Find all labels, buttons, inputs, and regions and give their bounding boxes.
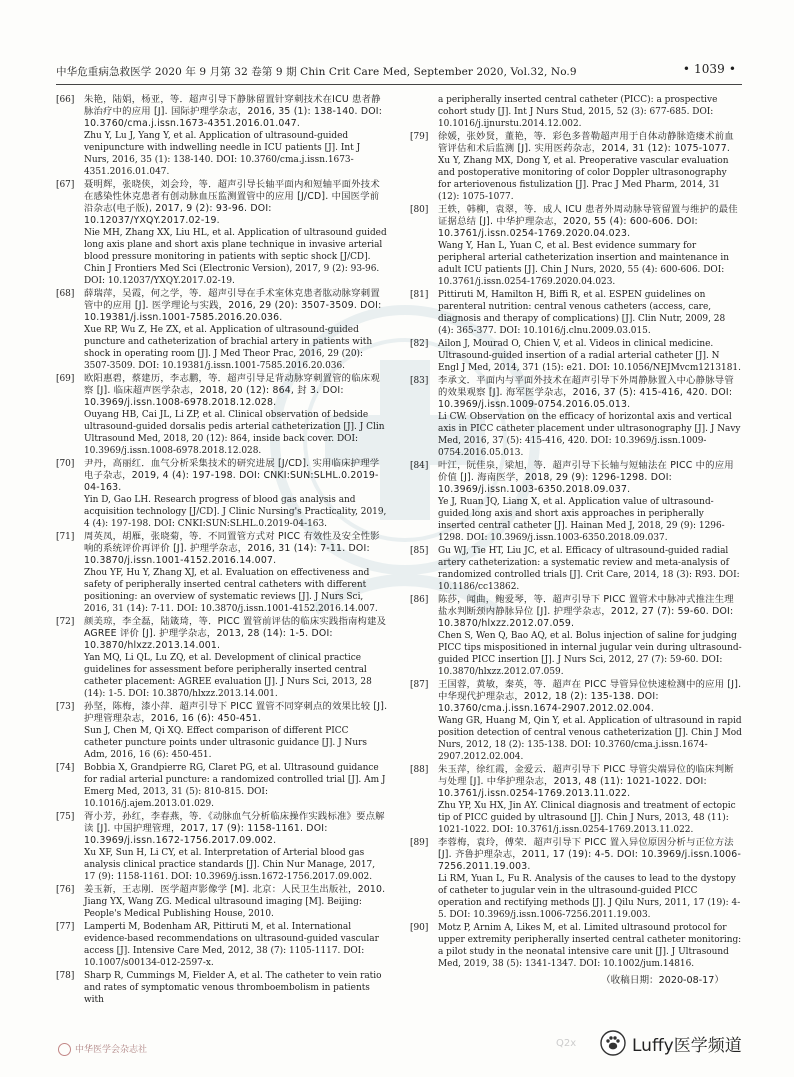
reference-number: [80] (410, 205, 429, 215)
reference-item (56, 921, 388, 969)
reference-english-text: Bobbia X, Grandpierre RG, Claret PG, et al. Ultrasound guidance for radial arterial puncture: a randomized controlled trial [J]. Am J Emerg Med, 2013, 31 (5): 810-815. DOI: 10.1016/j.ajem.2013.01.029. (84, 763, 386, 809)
journal-citation: 中华危重病急救医学 2020 年 9 月第 32 卷第 9 期 Chin Crit Care Med, September 2020, Vol.32, No.9 (56, 66, 577, 78)
reference-english-text: a peripherally inserted central catheter (PICC): a prospective cohort study [J]. Int J Nurs Stud, 2015, 52 (3): 677-685. DOI: 10.1016/j.ijnurstu.2014.12.002. (438, 95, 718, 129)
reference-number: [68] (56, 289, 75, 299)
reference-item (56, 762, 388, 810)
reference-item (410, 837, 742, 921)
publisher-footer (58, 1042, 147, 1056)
reference-item (56, 373, 388, 457)
reference-item (410, 338, 742, 374)
running-header (56, 62, 736, 80)
reference-english-text: Motz P, Arnim A, Likes M, et al. Limited ultrasound protocol for upper extremity peripherally inserted central catheter monitoring: a pilot study in the neonatal intensive care unit [J]. J Ultrasound Med, 2019, 38 (5): 1341-1347. DOI: 10.1002/jum.14816. (438, 923, 742, 969)
reference-item (56, 811, 388, 883)
reference-item (56, 179, 388, 287)
reference-item (410, 594, 742, 678)
reference-english-text: Ouyang HB, Cai JL, Li ZP, et al. Clinical observation of bedside ultrasound-guided dorsalis pedis arterial catheterization [J]. J Clin Ultrasound Med, 2018, 20 (12): 864, inside back cover. DOI: 10.3969/j.issn.1008-6978.2018.12.028. (84, 410, 385, 456)
reference-chinese-text: 徐媛，张妙贤，董艳，等．彩色多普勒超声用于自体动静脉造瘘术前血管评估和术后监测 [J]. 实用医药杂志，2014, 31 (12): 1075-1077. (438, 131, 734, 154)
reference-chinese-text: 胥小芳，孙红，李春燕，等．《动脉血气分析临床操作实践标准》要点解读 [J]. 中国护理管理，2017, 17 (9): 1158-1161. DOI: 10.3969/j.issn.1672-1756.2017.09.002. (84, 811, 385, 846)
reference-item (56, 288, 388, 372)
reference-number: [90] (410, 923, 429, 933)
reference-chinese-text: 颜美琼，李全磊，陆箴琦，等．PICC 置管前评估的临床实践指南构建及 AGREE 评价 [J]. 护理学杂志，2013, 28 (14): 1-5. DOI: 10.3870/hlxzz.2013.14.001. (84, 616, 387, 651)
reference-item (410, 131, 742, 203)
reference-item (56, 970, 388, 1006)
reference-english-text: Ailon J, Mourad O, Chien V, et al. Videos in clinical medicine. Ultrasound-guided insertion of a radial arterial catheter [J]. N Engl J Med, 2014, 371 (15): e21. DOI: 10.1056/NEJMvcm1213181. (438, 339, 741, 373)
reference-english-text: Zhou YF, Hu Y, Zhang XJ, et al. Evaluation on effectiveness and safety of peripherally inserted central catheters with different positioning: an overview of systematic reviews [J]. J Nurs Sci, 2016, 31 (14): 7-11. DOI: 10.3870/j.issn.1001-4152.2016.14.007. (84, 568, 378, 614)
reference-english-text: Lamperti M, Bodenham AR, Pittiruti M, et al. International evidence-based recommendations on ultrasound-guided vascular access [J]. Intensive Care Med, 2012, 38 (7): 1105-1117. DOI: 10.1007/s00134-012-2597-x. (84, 922, 379, 968)
publisher-seal-icon (58, 1043, 71, 1056)
reference-number: [69] (56, 374, 75, 384)
brand-name: Luffy医学频道 (632, 1035, 742, 1056)
reference-number: [78] (56, 971, 75, 981)
reference-number: [72] (56, 617, 75, 627)
watermark-text: Q2x (556, 1038, 577, 1049)
reference-english-text: Zhu Y, Lu J, Yang Y, et al. Application of ultrasound-guided venipuncture with indwelling needle in ICU patients [J]. Int J Nurs, 2016, 35 (1): 138-140. DOI: 10.3760/cma.j.issn.1673-4351.2016.01.047. (84, 131, 361, 177)
reference-number: [84] (410, 461, 429, 471)
reference-english-text: Pittiruti M, Hamilton H, Biffi R, et al. ESPEN guidelines on parenteral nutrition: central venous catheters (access, care, diagnosis and therapy of complications) [J]. Clin Nutr, 2009, 28 (4): 365-377. DOI: 10.1016/j.clnu.2009.03.015. (438, 290, 726, 336)
reference-item (56, 884, 388, 920)
reference-english-text: Li RM, Yuan L, Fu R. Analysis of the causes to lead to the dystopy of catheter to jugular vein in the ultrasound-guided PICC operation and rectifying methods [J]. J Qilu Nurs, 2011, 17 (19): 4-5. DOI: 10.3969/j.issn.1006-7256.2011.19.003. (438, 874, 741, 920)
reference-number: [83] (410, 376, 429, 386)
reference-chinese-text: 聂明辉，张晓侠，刘会玲，等．超声引导长轴平面内和短轴平面外技术在感染性休克患者有创动脉血压监测置管中的应用 [J/CD]. 中国医学前沿杂志(电子版), 2017, 9 (2): 93-96. DOI: 10.12037/YXQY.2017.02-19. (84, 179, 380, 226)
channel-brand[interactable] (600, 1028, 742, 1058)
received-date: （收稿日期：2020-08-17） (601, 975, 724, 986)
paw-icon (600, 1030, 626, 1056)
reference-number: [79] (410, 132, 429, 142)
reference-chinese-text: 王轶，韩柳，袁翠，等．成人 ICU 患者外周动脉导管留置与维护的最佳证据总结 [J]. 中华护理杂志，2020, 55 (4): 600-606. DOI: 10.3761/j.issn.0254-1769.2020.04.023. (438, 204, 738, 239)
reference-number: [73] (56, 702, 75, 712)
reference-english-text: Jiang YX, Wang ZG. Medical ultrasound imaging [M]. Beijing: People's Medical Publishing House, 2010. (84, 897, 362, 919)
reference-english-text: Nie MH, Zhang XX, Liu HL, et al. Application of ultrasound guided long axis plane and short axis plane technique in invasive arterial blood pressure monitoring in patients with septic shock [J/CD]. Chin J Frontiers Med Sci (Electronic Version), 2017, 9 (2): 93-96. DOI: 10.12037/YXQY.2017.02-19. (84, 228, 387, 286)
reference-chinese-text: 尹丹，高丽红．血气分析采集技术的研究进展 [J/CD]. 实用临床护理学电子杂志，2019, 4 (4): 197-198. DOI: CNKI:SUN:SLHL.0.2019-04-163. (84, 458, 380, 493)
reference-english-text: Chen S, Wen Q, Bao AQ, et al. Bolus injection of saline for judging PICC tips mispositioned in internal jugular vein during ultrasound-guided PICC insertion [J]. J Nurs Sci, 2012, 27 (7): 59-60. DOI: 10.3870/hlxzz.2012.07.059. (438, 631, 742, 677)
reference-chinese-text: 姜玉新，王志刚．医学超声影像学 [M]. 北京：人民卫生出版社，2010. (84, 884, 386, 895)
reference-english-text: Xu XF, Sun H, Li CY, et al. Interpretation of Arterial blood gas analysis clinical practice standards [J]. Chin Nur Manage, 2017, 17 (9): 1158-1161. DOI: 10.3969/j.issn.1672-1756.2017.09.002. (84, 848, 376, 882)
reference-item (56, 701, 388, 761)
references-right-column (410, 94, 742, 986)
reference-chinese-text: 朱艳，陆娟，杨亚，等．超声引导下静脉留置针穿刺技术在ICU 患者静脉治疗中的应用 [J]. 国际护理学杂志，2016, 35 (1): 138-140. DOI: 10.3760/cma.j.issn.1673-4351.2016.01.047. (84, 94, 383, 129)
reference-english-text: Wang GR, Huang M, Qin Y, et al. Application of ultrasound in rapid position detection of central venous catheterization [J]. Chin J Mod Nurs, 2012, 18 (2): 135-138. DOI: 10.3760/cma.j.issn.1674-2907.2012.02.004. (438, 716, 742, 762)
reference-number: [81] (410, 290, 429, 300)
reference-number: [77] (56, 922, 75, 932)
reference-number: [76] (56, 885, 75, 895)
reference-english-text: Yin D, Gao LH. Research progress of blood gas analysis and acquisition technology [J/CD]. J Clinic Nursing's Practicality, 2019, 4 (4): 197-198. DOI: CNKI:SUN:SLHL.0.2019-04-163. (84, 495, 387, 529)
reference-chinese-text: 叶江，阮佳泉，梁旭，等．超声引导下长轴与短轴法在 PICC 中的应用价值 [J]. 海南医学，2018, 29 (9): 1296-1298. DOI: 10.3969/j.issn.1003-6350.2018.09.037. (438, 460, 734, 495)
reference-item (410, 679, 742, 763)
reference-number: [66] (56, 95, 75, 105)
reference-english-text: Xue RP, Wu Z, He ZX, et al. Application of ultrasound-guided puncture and catheterization of brachial artery in patients with shock in operating room [J]. J Med Theor Prac, 2016, 29 (20): 3507-3509. DOI: 10.19381/j.issn.1001-7585.2016.20.036. (84, 325, 373, 371)
publisher-name: 中华医学会杂志社 (75, 1045, 148, 1055)
reference-chinese-text: 薛瑞萍，吴霞，何之学，等．超声引导在手术室休克患者肱动脉穿刺置管中的应用 [J]. 医学理论与实践，2016, 29 (20): 3507-3509. DOI: 10.19381/j.issn.1001-7585.2016.20.036. (84, 288, 382, 323)
reference-chinese-text: 陈莎，闻曲，鲍爱琴，等．超声引导下 PICC 置管术中脉冲式推注生理盐水判断颈内静脉异位 [J]. 护理学杂志，2012, 27 (7): 59-60. DOI: 10.3870/hlxzz.2012.07.059. (438, 594, 734, 629)
reference-item (410, 94, 742, 130)
reference-item (410, 289, 742, 337)
reference-item (410, 545, 742, 593)
reference-number: [87] (410, 680, 429, 690)
reference-item (410, 460, 742, 544)
reference-chinese-text: 欧阳惠碧，蔡建历，李志鹏，等．超声引导足背动脉穿刺置管的临床观察 [J]. 临床超声医学杂志，2018, 20 (12): 864, 封 3. DOI: 10.3969/j.issn.1008-6978.2018.12.028. (84, 373, 380, 408)
header-rule (56, 84, 742, 85)
reference-english-text: Yan MQ, Li QL, Lu ZQ, et al. Development of clinical practice guidelines for assessment before peripherally inserted central catheter placement: AGREE evaluation [J]. J Nurs Sci, 2013, 28 (14): 1-5. DOI: 10.3870/hlxzz.2013.14.001. (84, 653, 372, 699)
reference-english-text: Li CW. Observation on the efficacy of horizontal axis and vertical axis in PICC catheter placement under ultrasonography [J]. J Navy Med, 2016, 37 (5): 415-416, 420. DOI: 10.3969/j.issn.1009-0754.2016.05.013. (438, 412, 741, 458)
reference-chinese-text: 王国蓉，黄敏，秦英，等．超声在 PICC 导管异位快速检测中的应用 [J]. 中华现代护理杂志，2012, 18 (2): 135-138. DOI: 10.3760/cma.j.issn.1674-2907.2012.02.004. (438, 679, 742, 714)
reference-number: [67] (56, 180, 75, 190)
reference-chinese-text: 孙坚，陈梅，漆小萍．超声引导下 PICC 置管不同穿刺点的效果比较 [J]. 护理管理杂志，2016, 16 (6): 450-451. (84, 701, 388, 724)
reference-chinese-text: 周英凤，胡雁，张晓菊，等．不同置管方式对 PICC 有效性及安全性影响的系统评价再评价 [J]. 护理学杂志，2016, 31 (14): 7-11. DOI: 10.3870/j.issn.1001-4152.2016.14.007. (84, 531, 380, 566)
reference-chinese-text: 李蓉梅，袁玲，傅荣．超声引导下 PICC 置入异位原因分析与正位方法 [J]. 齐鲁护理杂志，2011, 17 (19): 4-5. DOI: 10.3969/j.issn.1006-7256.2011.19.003. (438, 837, 742, 872)
reference-item (410, 375, 742, 459)
reference-chinese-text: 朱玉萍，徐红霞，金爱云．超声引导下 PICC 导管尖端异位的临床判断与处理 [J]. 中华护理杂志，2013, 48 (11): 1021-1022. DOI: 10.3761/j.issn.0254-1769.2013.11.022. (438, 764, 734, 799)
reference-item (56, 458, 388, 530)
reference-item (410, 204, 742, 288)
reference-number: [82] (410, 339, 429, 349)
reference-item (56, 616, 388, 700)
reference-number: [75] (56, 812, 75, 822)
reference-english-text: Sharp R, Cummings M, Fielder A, et al. The catheter to vein ratio and rates of symptomatic venous thromboembolism in patients with (84, 971, 382, 1005)
reference-item (56, 531, 388, 615)
reference-number: [70] (56, 459, 75, 469)
page-number: • 1039 • (682, 62, 736, 76)
references-left-column (56, 94, 388, 1007)
reference-english-text: Wang Y, Han L, Yuan C, et al. Best evidence summary for peripheral arterial catheterization insertion and maintenance in adult ICU patients [J]. Chin J Nurs, 2020, 55 (4): 600-606. DOI: 10.3761/j.issn.0254-1769.2020.04.023. (438, 241, 730, 287)
reference-number: [89] (410, 838, 429, 848)
reference-english-text: Gu WJ, Tie HT, Liu JC, et al. Efficacy of ultrasound-guided radial artery catheterization: a systematic review and meta-analysis of randomized controlled trials [J]. Crit Care, 2014, 18 (3): R93. DOI: 10.1186/cc13862. (438, 546, 740, 592)
reference-number: [71] (56, 532, 75, 542)
reference-number: [74] (56, 763, 75, 773)
reference-chinese-text: 李承文．平面内与平面外技术在超声引导下外周静脉置入中心静脉导管的效果观察 [J]. 海军医学杂志，2016, 37 (5): 415-416, 420. DOI: 10.3969/j.issn.1009-0754.2016.05.013. (438, 375, 734, 410)
reference-english-text: Sun J, Chen M, Qi XQ. Effect comparison of different PICC catheter puncture points under ultrasonic guidance [J]. J Nurs Adm, 2016, 16 (6): 450-451. (84, 726, 367, 760)
reference-number: [86] (410, 595, 429, 605)
reference-english-text: Zhu YP, Xu HX, Jin AY. Clinical diagnosis and treatment of ectopic tip of PICC guided by ultrasound [J]. Chin J Nurs, 2013, 48 (11): 1021-1022. DOI: 10.3761/j.issn.0254-1769.2013.11.022. (438, 801, 736, 835)
reference-english-text: Ye J, Ruan JQ, Liang X, et al. Application value of ultrasound-guided long axis and short axis approaches in peripherally inserted central catheter [J]. Hainan Med J, 2018, 29 (9): 1296-1298. DOI: 10.3969/j.issn.1003-6350.2018.09.037. (438, 497, 725, 543)
reference-item (56, 94, 388, 178)
reference-item (410, 764, 742, 836)
reference-number: [88] (410, 765, 429, 775)
reference-item (410, 922, 742, 970)
reference-english-text: Xu Y, Zhang MX, Dong Y, et al. Preoperative vascular evaluation and postoperative monitoring of color Doppler ultrasonography for arteriovenous fistulization [J]. Prac J Med Pharm, 2014, 31 (12): 1075-1077. (438, 156, 729, 202)
reference-number: [85] (410, 546, 429, 556)
